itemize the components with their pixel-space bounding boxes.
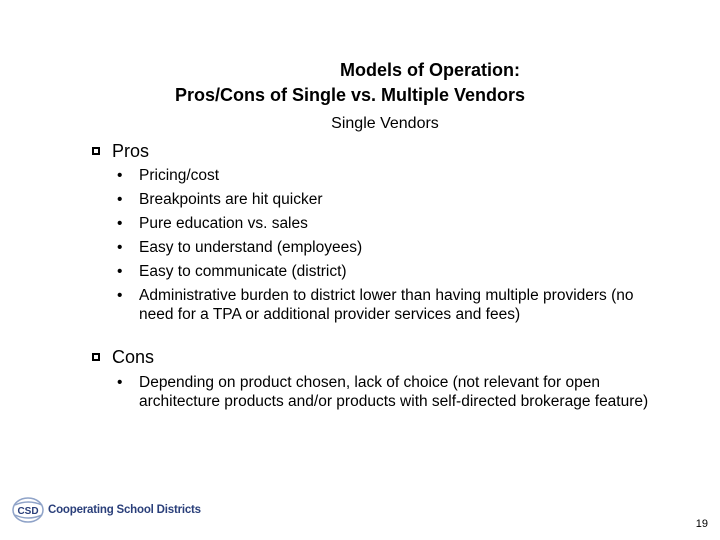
pros-item-text: Easy to communicate (district)	[139, 263, 347, 280]
list-item	[115, 262, 655, 281]
cons-item-text: Depending on product chosen, lack of choice (not relevant for open architecture products and/or products with self-directed brokerage feature)	[139, 374, 649, 410]
pros-list	[115, 166, 655, 324]
title-line-2: Pros/Cons of Single vs. Multiple Vendors	[174, 85, 526, 105]
csd-logo-mark-icon	[12, 496, 46, 524]
square-bullet-icon	[92, 147, 100, 155]
pros-item-text: Administrative burden to district lower than having multiple providers (no need for a TPA or additional provider services and fees)	[139, 287, 634, 323]
pros-item-text: Pricing/cost	[139, 167, 220, 184]
square-bullet-icon	[92, 353, 100, 361]
pros-item-text: Pure education vs. sales	[139, 215, 308, 232]
logo-mark-text: CSD	[17, 506, 39, 517]
cons-heading	[92, 346, 154, 368]
list-item	[115, 286, 655, 324]
pros-heading-label: Pros	[112, 141, 150, 161]
cons-heading-label: Cons	[112, 347, 155, 367]
page-number: 19	[695, 518, 708, 530]
csd-logo	[12, 496, 201, 524]
bullet-dot-icon: •	[117, 374, 123, 391]
pros-item-text: Easy to understand (employees)	[139, 239, 363, 256]
bullet-dot-icon: •	[117, 263, 123, 280]
bullet-dot-icon: •	[117, 287, 123, 304]
pros-heading	[92, 140, 149, 162]
bullet-dot-icon: •	[117, 167, 123, 184]
list-item	[115, 214, 655, 233]
bullet-dot-icon: •	[117, 191, 123, 208]
title-line-1: Models of Operation:	[340, 60, 520, 80]
cons-list	[115, 373, 655, 416]
list-item	[115, 238, 655, 257]
list-item	[115, 166, 655, 185]
list-item	[115, 190, 655, 209]
bullet-dot-icon: •	[117, 239, 123, 256]
pros-item-text: Breakpoints are hit quicker	[139, 191, 323, 208]
slide-subtitle: Single Vendors	[331, 115, 439, 132]
list-item	[115, 373, 655, 411]
slide-title	[0, 58, 720, 108]
bullet-dot-icon: •	[117, 215, 123, 232]
logo-text: Cooperating School Districts	[48, 504, 201, 516]
